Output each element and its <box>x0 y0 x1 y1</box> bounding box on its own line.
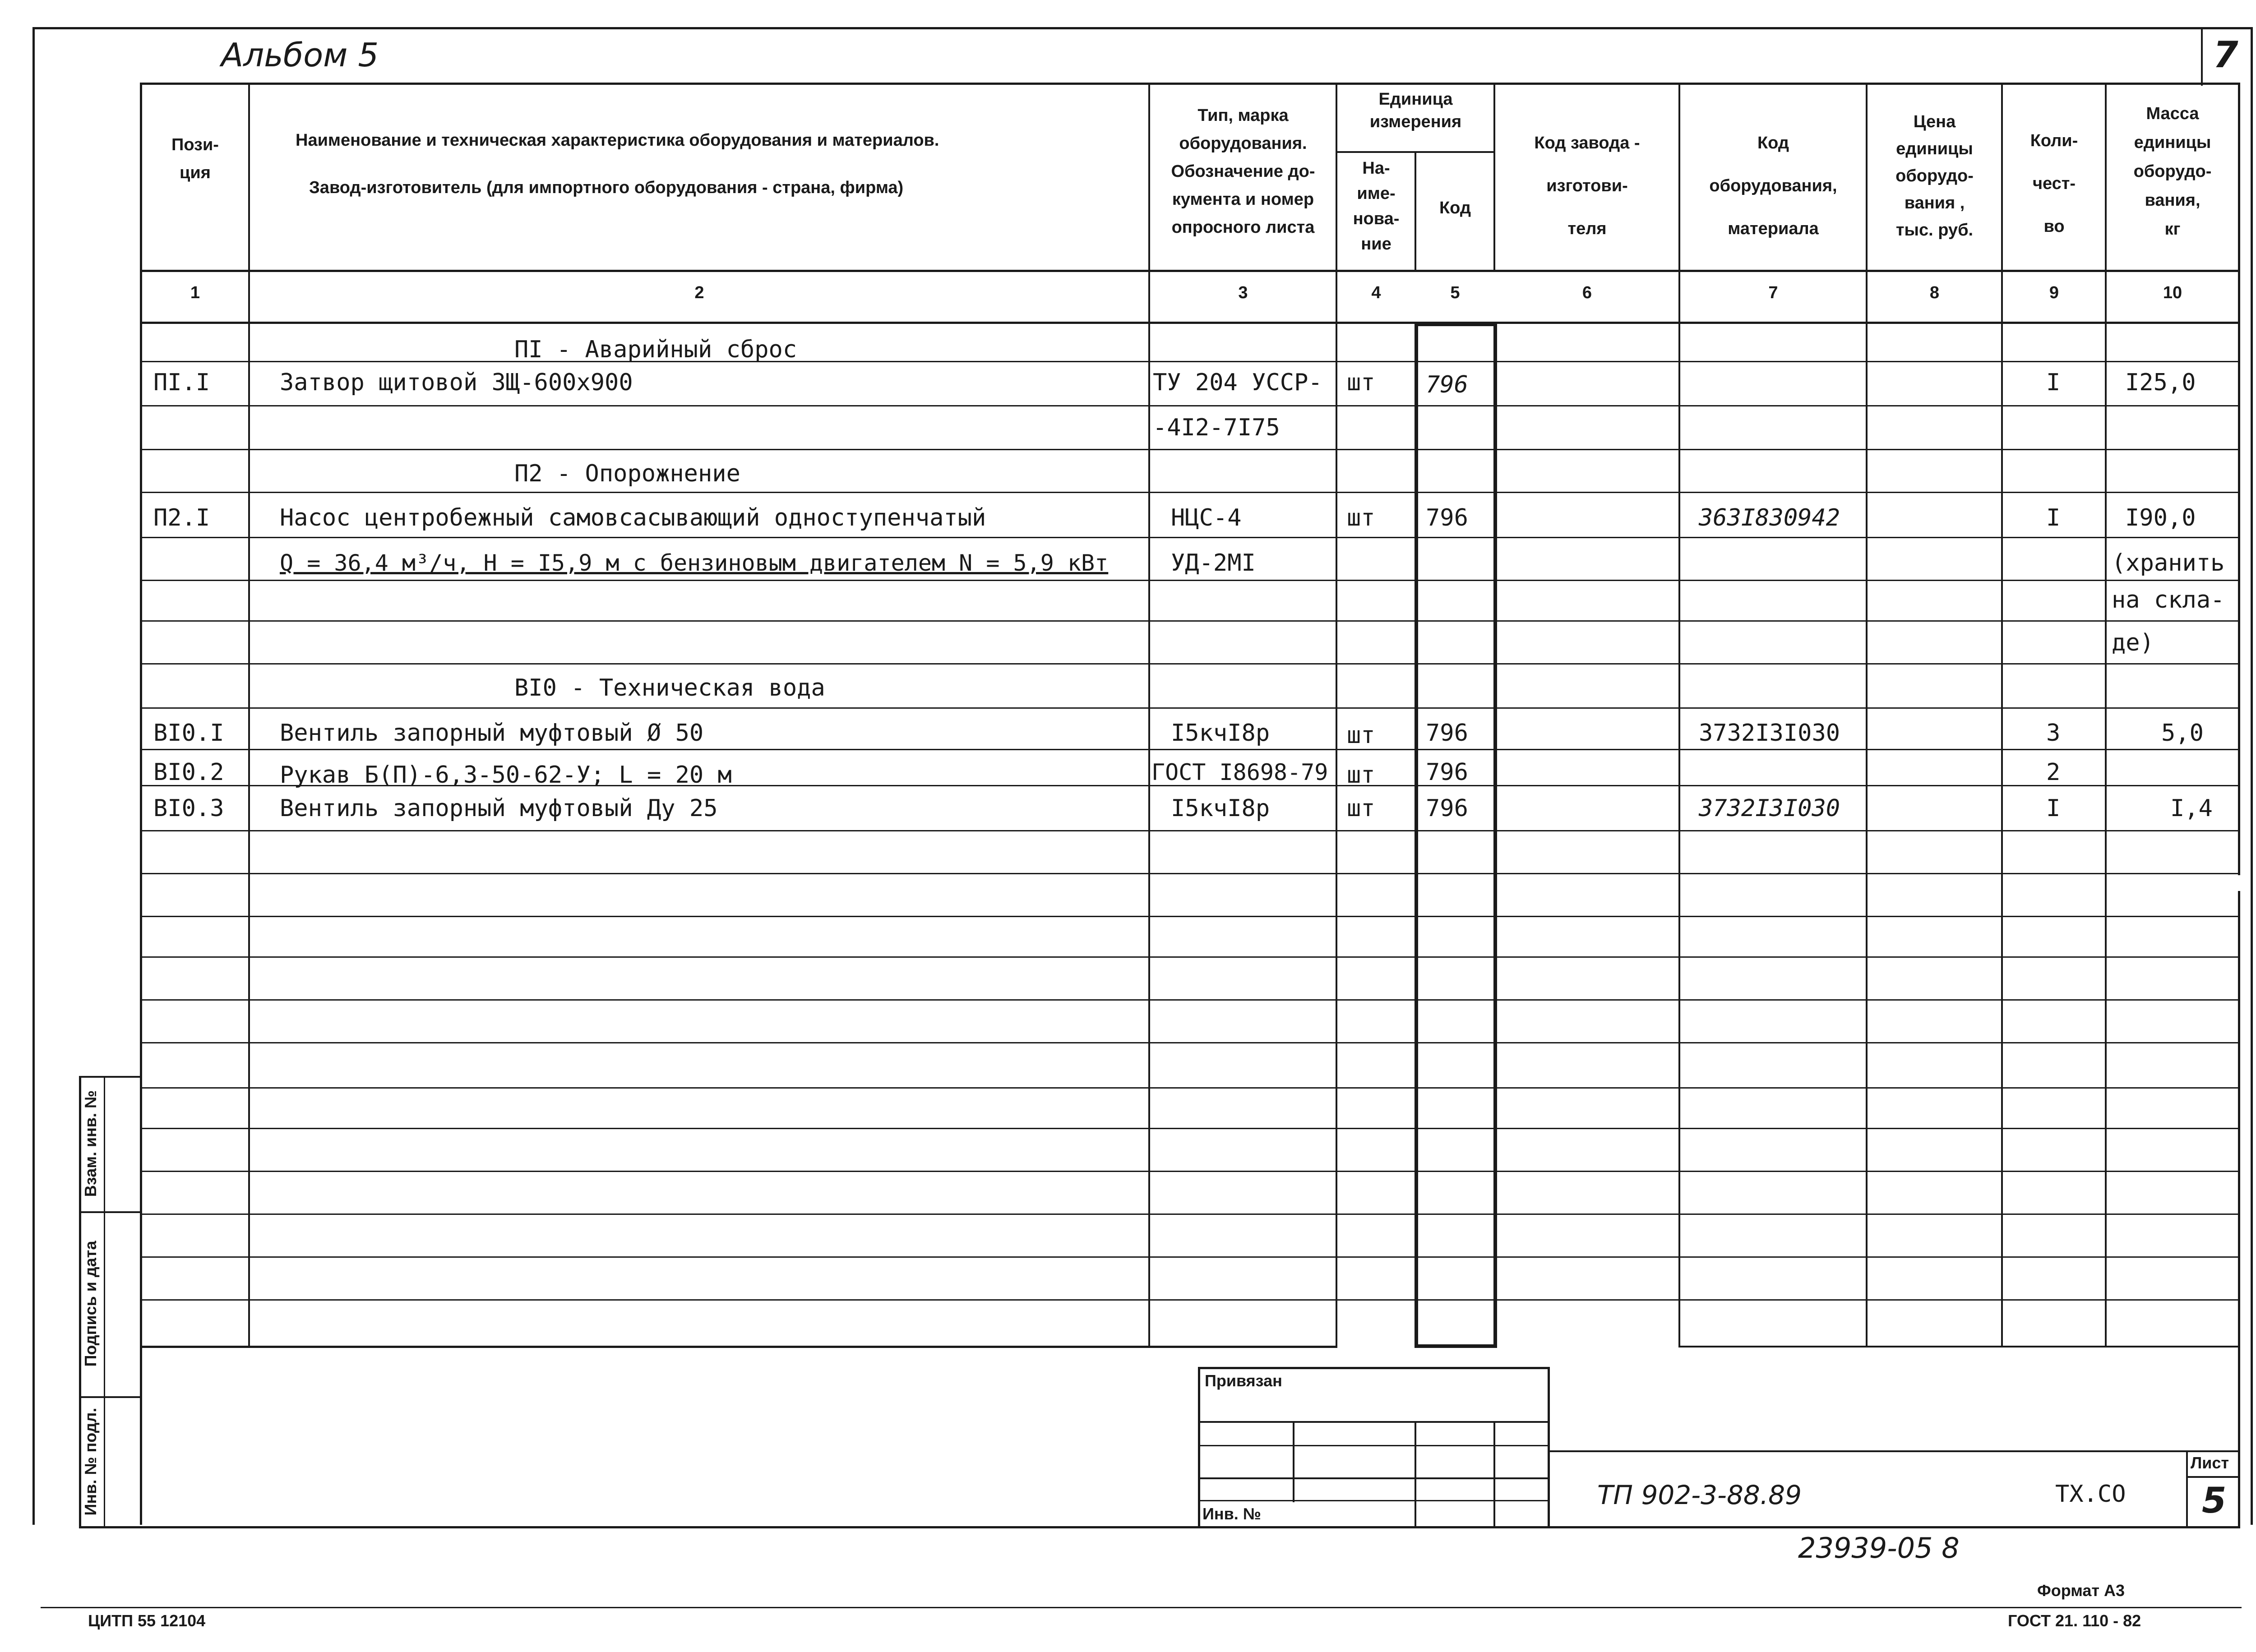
colnum-6: 6 <box>1582 283 1592 302</box>
col-line-6 <box>1678 83 1680 1347</box>
cell-code: 796 <box>1426 504 1468 531</box>
colnum-5: 5 <box>1450 283 1460 302</box>
header-type: Тип, марка оборудования. Обозначение до- кумента и номер опросного листа <box>1171 106 1315 237</box>
side-stamp-vzam: Взам. инв. № <box>81 1090 100 1197</box>
tb-vline-2 <box>1415 1421 1416 1527</box>
colnum-8: 8 <box>1929 283 1940 302</box>
header-position: Пози- ция <box>171 135 219 182</box>
cell-code: 796 <box>1426 795 1468 822</box>
row-divider <box>140 1256 2238 1258</box>
table-right-border-lower <box>2238 891 2240 1527</box>
row-divider <box>140 707 2238 709</box>
doc-code: ТП 902-3-88.89 <box>1597 1480 1802 1510</box>
tb-line-2 <box>1198 1445 1550 1446</box>
row-divider <box>140 449 2238 450</box>
table-top-border <box>140 83 2240 85</box>
colnum-3: 3 <box>1238 283 1248 302</box>
cell-name: Вентиль запорный муфтовый Ду 25 <box>280 795 718 822</box>
tb-vline-3 <box>1493 1421 1495 1527</box>
cell-type: I5кчI8р <box>1171 720 1270 747</box>
cell-equipment-code: 3732I3I030 <box>1699 795 1840 822</box>
cell-unit: шт <box>1347 369 1375 396</box>
outer-frame-left <box>32 27 35 1525</box>
header-name-line1: Наименование и техническая характеристика оборудования и материалов. <box>296 131 939 150</box>
tb-inv-no: Инв. № <box>1202 1504 1261 1523</box>
footer-rule <box>41 1607 2242 1608</box>
row-divider <box>140 830 2238 831</box>
section-heading: ВI0 - Техническая вода <box>514 674 825 701</box>
cell-equipment-code: 3732I3I030 <box>1699 720 1840 747</box>
doc-mark: ТХ.СО <box>2055 1481 2126 1508</box>
tb-line-1 <box>1198 1421 1550 1423</box>
row-divider <box>140 1042 2238 1043</box>
row-divider <box>140 999 2238 1001</box>
col-line-5 <box>1493 83 1495 271</box>
outer-frame-top <box>32 27 2252 29</box>
row-divider <box>140 873 2238 874</box>
tb-box-right <box>1548 1367 1550 1527</box>
footer-left: ЦИТП 55 12104 <box>88 1611 206 1630</box>
row-divider <box>140 620 2238 622</box>
cell-name: Q = 36,4 м³/ч, Н = I5,9 м с бензиновым двигателем N = 5,9 кВт <box>280 550 1109 576</box>
cell-name: Насос центробежный самовсасывающий одноступенчатый <box>280 504 986 531</box>
cell-position: ВI0.I <box>153 720 224 747</box>
header-unit-group: Единица измерения <box>1369 90 1462 131</box>
doc-code-top <box>1548 1450 2240 1452</box>
cell-code: 796 <box>1426 371 1468 398</box>
section-heading: ПI - Аварийный сброс <box>514 336 797 363</box>
cell-mass: I25,0 <box>2125 369 2196 396</box>
row-divider <box>140 361 2238 362</box>
cell-code: 796 <box>1426 720 1468 747</box>
cell-type: УД-2МI <box>1171 549 1256 577</box>
col-line-1 <box>248 83 250 1347</box>
col-line-4-body <box>1415 323 1418 1347</box>
cell-mass: I,4 <box>2170 795 2213 822</box>
tb-vline-1 <box>1293 1421 1294 1502</box>
cell-qty: 3 <box>2046 720 2061 747</box>
sheet-box-mid <box>2186 1476 2240 1478</box>
header-quantity: Коли- чест- во <box>2030 131 2078 236</box>
cell-equipment-code: 363I830942 <box>1699 504 1840 531</box>
colnum-2: 2 <box>694 283 704 302</box>
cell-mass: на скла- <box>2112 586 2225 614</box>
col-line-5-body <box>1493 323 1497 1347</box>
outer-frame-right <box>2251 27 2253 1525</box>
cell-type: -4I2-7I75 <box>1153 414 1280 441</box>
footer-format: Формат А3 <box>2037 1581 2125 1600</box>
row-divider <box>140 537 2238 538</box>
row-divider <box>140 956 2238 958</box>
colnum-9: 9 <box>2049 283 2059 302</box>
cell-type: I5кчI8р <box>1171 795 1270 822</box>
side-stamp-inv: Инв. № подл. <box>81 1407 100 1516</box>
header-equipment-code: Код оборудования, материала <box>1709 134 1837 238</box>
tb-line-3 <box>1198 1477 1550 1479</box>
unit-header-divider <box>1336 151 1495 153</box>
cell-unit: шт <box>1347 722 1375 749</box>
row-divider <box>140 1087 2238 1089</box>
page-number-box-left <box>2201 27 2203 86</box>
cell-qty: I <box>2046 369 2061 396</box>
row-divider <box>140 1128 2238 1129</box>
cell-code: 796 <box>1426 759 1468 786</box>
table-body-bottom <box>140 1346 1337 1348</box>
header-name-line2: Завод-изготовитель (для импортного оборудования - страна, фирма) <box>309 178 904 197</box>
col-line-2 <box>1148 83 1150 1347</box>
row-divider <box>140 663 2238 664</box>
header-factory-code: Код завода - изготови- теля <box>1534 134 1640 238</box>
archive-number: 23939-05 8 <box>1798 1532 1960 1564</box>
row-divider <box>140 1214 2238 1215</box>
table-right-border <box>2238 83 2240 875</box>
album-label: Альбом 5 <box>221 36 379 74</box>
sheet-box-left <box>2186 1450 2188 1527</box>
cell-qty: I <box>2046 795 2061 822</box>
side-stamp-inner <box>104 1076 105 1527</box>
row-divider <box>140 492 2238 493</box>
header-bottom <box>140 270 2240 272</box>
cell-qty: I <box>2046 504 2061 531</box>
cell-mass: I90,0 <box>2125 504 2196 531</box>
colnum-1: 1 <box>190 283 200 302</box>
side-stamp-podpis: Подпись и дата <box>81 1241 100 1367</box>
cell-unit: шт <box>1347 504 1375 531</box>
cell-name: Затвор щитовой ЗЩ-600х900 <box>280 369 633 396</box>
cell-mass: 5,0 <box>2161 720 2204 747</box>
row-divider <box>140 1171 2238 1172</box>
bottom-frame <box>79 1526 2240 1528</box>
cell-position: ПI.I <box>153 369 210 396</box>
cell-unit: шт <box>1347 761 1375 789</box>
side-stamp-div1 <box>79 1211 142 1213</box>
page-number-top: 7 <box>2213 34 2238 76</box>
table-body-bottom-right <box>1678 1346 2240 1347</box>
cell-type: НЦС-4 <box>1171 504 1242 531</box>
number-row-bottom <box>140 322 2240 324</box>
header-unit-name: На- име- нова- ние <box>1353 159 1400 254</box>
section-heading: П2 - Опорожнение <box>514 460 740 487</box>
cell-name: Рукав Б(П)-6,3-50-62-У; L = 20 м <box>280 761 732 789</box>
col-line-8 <box>2001 83 2003 1347</box>
cell-mass: де) <box>2112 629 2154 656</box>
cell-unit: шт <box>1347 795 1375 822</box>
col-line-3 <box>1336 83 1337 1347</box>
unit-block-bottom <box>1415 1344 1497 1348</box>
col-line-7 <box>1866 83 1868 1347</box>
cell-type: ТУ 204 УССР- <box>1153 369 1322 396</box>
cell-name: Вентиль запорный муфтовый Ø 50 <box>280 720 704 747</box>
cell-position: П2.I <box>153 504 210 531</box>
cell-mass: (хранить <box>2112 549 2225 577</box>
colnum-10: 10 <box>2163 283 2182 302</box>
col-line-9 <box>2105 83 2107 1347</box>
row-divider <box>140 405 2238 406</box>
cell-qty: 2 <box>2046 759 2061 786</box>
colnum-7: 7 <box>1768 283 1778 302</box>
colnum-4: 4 <box>1371 283 1381 302</box>
header-mass: Масса единицы оборудо- вания, кг <box>2133 104 2212 239</box>
col-line-4 <box>1415 151 1416 271</box>
tb-privyazan: Привязан <box>1205 1371 1282 1390</box>
tb-box-top <box>1198 1367 1550 1369</box>
header-price: Цена единицы оборудо- вания , тыс. руб. <box>1895 112 1974 240</box>
cell-position: ВI0.2 <box>153 759 224 786</box>
tb-box-left <box>1198 1367 1200 1527</box>
header-unit-code: Код <box>1439 198 1471 217</box>
cell-position: ВI0.3 <box>153 795 224 822</box>
row-divider <box>140 916 2238 917</box>
row-divider <box>140 1299 2238 1301</box>
footer-gost: ГОСТ 21. 110 - 82 <box>2008 1611 2141 1630</box>
tb-line-4 <box>1198 1500 1550 1501</box>
cell-type: ГОСТ I8698-79 <box>1151 759 1328 785</box>
sheet-label: Лист <box>2191 1454 2229 1472</box>
sheet-number: 5 <box>2202 1481 2227 1521</box>
